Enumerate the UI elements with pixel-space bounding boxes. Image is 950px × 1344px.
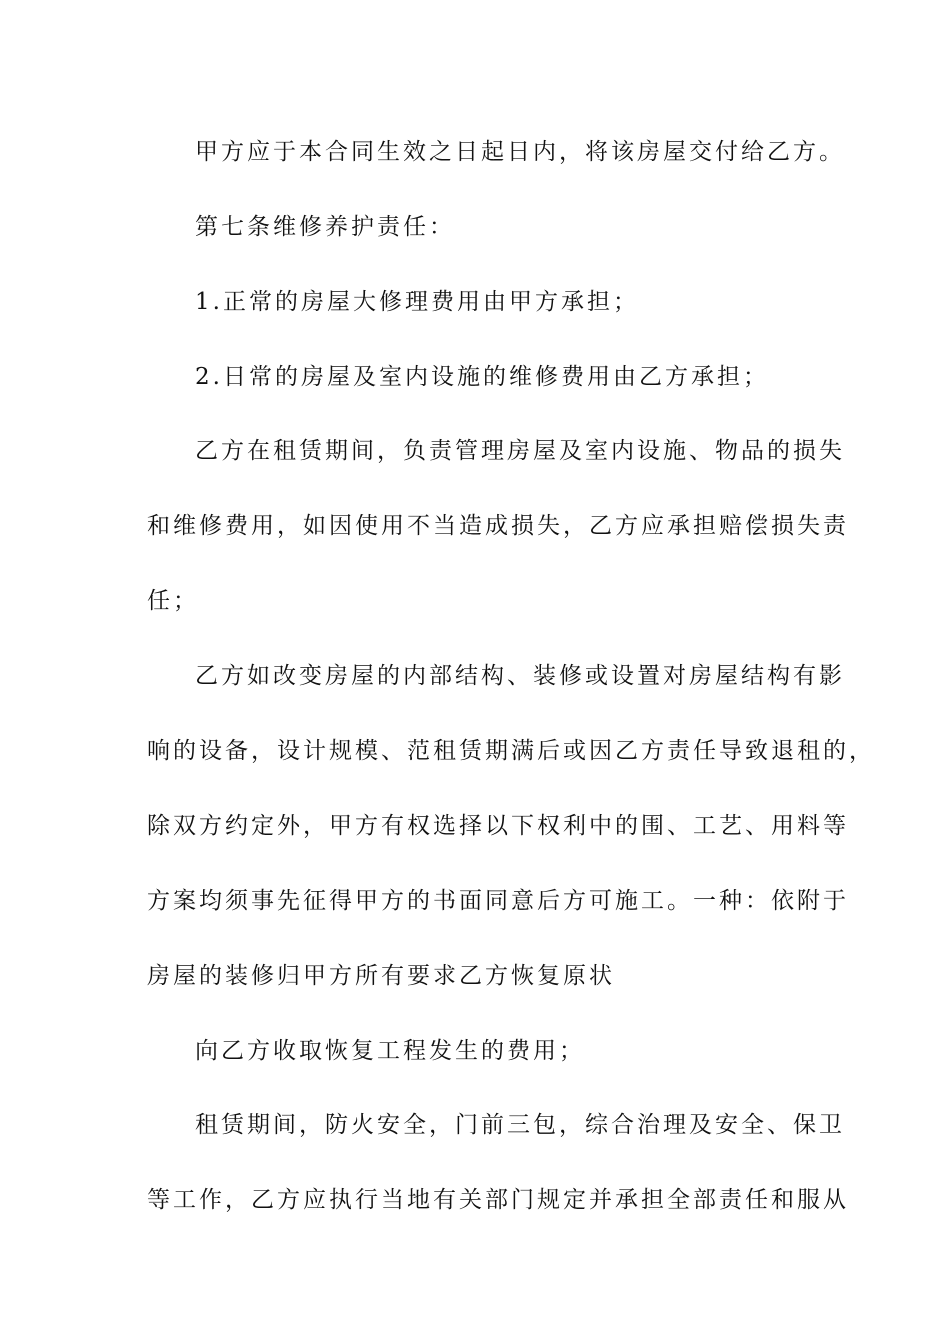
paragraph-line: 等工作，乙方应执行当地有关部门规定并承担全部责任和服从 (147, 1187, 849, 1213)
paragraph-line: 乙方在租赁期间，负责管理房屋及室内设施、物品的损失 (195, 438, 845, 464)
paragraph-line: 第七条维修养护责任： (195, 214, 455, 240)
paragraph-line: 1.正常的房屋大修理费用由甲方承担； (195, 289, 639, 315)
paragraph-line: 任； (147, 588, 199, 614)
paragraph-line: 除双方约定外，甲方有权选择以下权利中的围、工艺、用料等 (147, 813, 849, 839)
paragraph-line: 甲方应于本合同生效之日起日内，将该房屋交付给乙方。 (195, 139, 845, 165)
paragraph-line: 乙方如改变房屋的内部结构、装修或设置对房屋结构有影 (195, 663, 845, 689)
paragraph-line: 向乙方收取恢复工程发生的费用； (195, 1038, 585, 1064)
paragraph-line: 租赁期间，防火安全，门前三包，综合治理及安全、保卫 (195, 1112, 845, 1138)
paragraph-line: 和维修费用，如因使用不当造成损失，乙方应承担赔偿损失责 (147, 513, 849, 539)
paragraph-line: 响的设备，设计规模、范租赁期满后或因乙方责任导致退租的， (147, 738, 875, 764)
paragraph-line: 房屋的装修归甲方所有要求乙方恢复原状 (147, 963, 615, 989)
paragraph-line: 方案均须事先征得甲方的书面同意后方可施工。一种：依附于 (147, 888, 849, 914)
paragraph-line: 2.日常的房屋及室内设施的维修费用由乙方承担； (195, 364, 769, 390)
